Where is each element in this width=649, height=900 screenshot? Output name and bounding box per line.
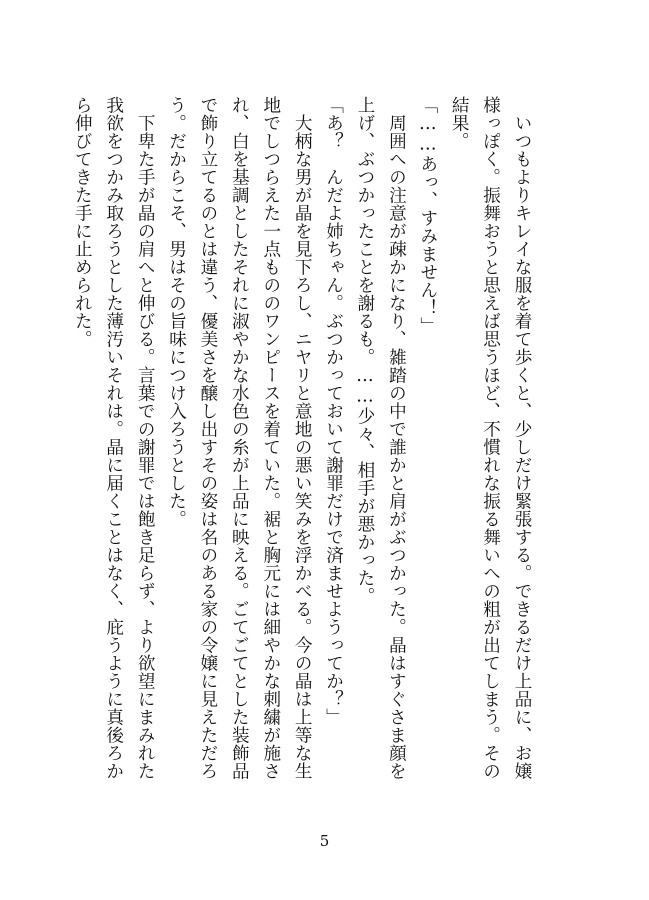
page-number: 5 bbox=[319, 832, 330, 850]
paragraph-narration-1: いつもよりキレイな服を着て歩くと、少しだけ緊張する。できるだけ上品に、お嬢様っぽく。振舞おうと思えば思うほど、不慣れな振る舞いへの粗が出てしまう。その結果。 bbox=[449, 96, 532, 780]
paragraph-narration-4: 下卑た手が晶の肩へと伸びる。言葉での謝罪では飽き足らず、より欲望にまみれた我欲をつかみ取ろうとした薄汚いそれは。晶に届くことはなく、庇うように真後ろから伸びてきた手に止められた。 bbox=[72, 96, 156, 780]
paragraph-dialogue-1: 「……あっ、すみません！」 bbox=[417, 96, 438, 335]
paragraph-narration-2: 周囲への注意が疎かになり、雑踏の中で誰かと肩がぶつかった。晶はすぐさま顔を上げ、ぶつかったことを謝るも。……少々、相手が悪かった。 bbox=[354, 96, 407, 780]
paragraph-dialogue-2: 「あ？ んだよ姉ちゃん。ぶつかっておいて謝罪だけで済ませようってか？」 bbox=[323, 96, 344, 726]
vertical-text-body bbox=[72, 96, 537, 792]
paragraph-narration-3: 大柄な男が晶を見下ろし、ニヤリと意地の悪い笑みを浮かべる。今の晶は上等な生地でしつらえた一点もののワンピースを着ていた。裾と胸元には細やかな刺繍が施され、白を基調としたそれに淑やかな水色の糸が上品に映える。ごてごてとした装飾品で飾り立てるのとは違う、優美さを醸し出すその姿は名のある家の令嬢に見えただろう。だからこそ、男はその旨味につけ入ろうとした。 bbox=[166, 96, 313, 780]
